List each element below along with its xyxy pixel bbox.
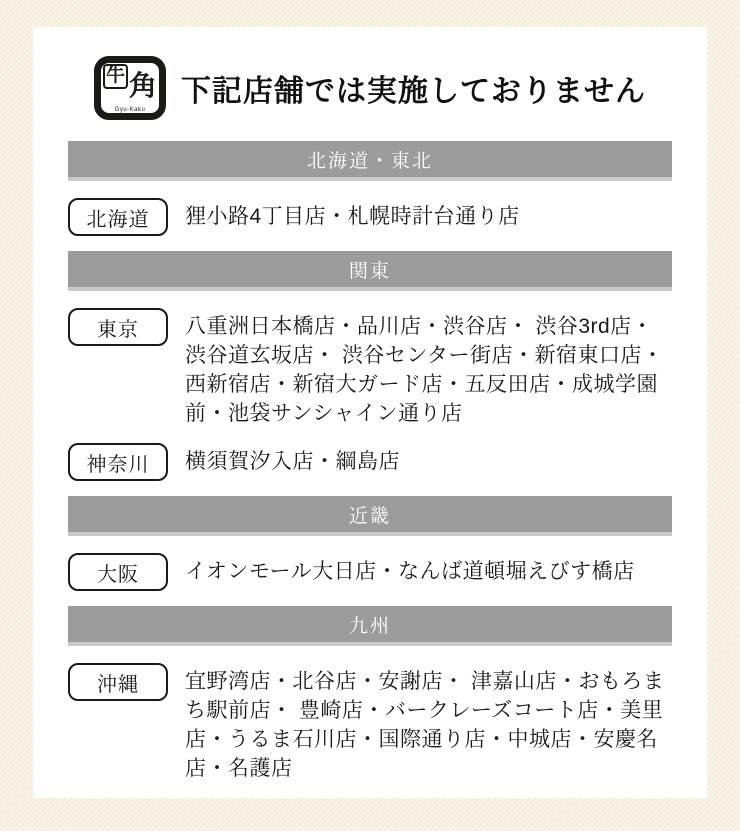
store-row-okinawa xyxy=(68,663,672,783)
store-list-hokkaido: 狸小路4丁目店・札幌時計台通り店 xyxy=(185,205,520,228)
notice-card xyxy=(33,27,707,798)
prefecture-badge-tokyo: 東京 xyxy=(68,308,168,346)
section-header-hokkaido-tohoku: 北海道・東北 xyxy=(68,141,672,181)
store-list-okinawa: 宜野湾店・北谷店・安謝店・ 津嘉山店・おもろまち駅前店・ 豊崎店・バークレーズコート店・美里店・うるま石川店・国際通り店・中城店・安慶名店・名護店 xyxy=(185,670,665,780)
logo-roman-text: Gyu-Kaku xyxy=(114,107,146,113)
prefecture-badge-okinawa: 沖縄 xyxy=(68,663,168,701)
section-header-kinki: 近畿 xyxy=(68,496,672,536)
store-row-osaka xyxy=(68,553,672,591)
store-list-osaka: イオンモール大日店・なんば道頓堀えびす橋店 xyxy=(185,560,635,583)
notice-header xyxy=(68,55,672,121)
store-row-kanagawa xyxy=(68,443,672,481)
logo-kanji-kaku: 角 xyxy=(128,70,157,101)
prefecture-badge-osaka: 大阪 xyxy=(68,553,168,591)
logo-kanji-gyu: 牛 xyxy=(103,64,128,89)
notice-title: 下記店舗では実施しておりません xyxy=(181,75,646,108)
section-header-kyushu: 九州 xyxy=(68,606,672,646)
gyukaku-logo-icon xyxy=(94,56,166,120)
store-row-hokkaido xyxy=(68,198,672,236)
store-list-tokyo: 八重洲日本橋店・品川店・渋谷店・ 渋谷3rd店・渋谷道玄坂店・ 渋谷センター街店・新宿東口店・ 西新宿店・新宿大ガード店・五反田店・成城学園前・池袋サンシャイン通り店 xyxy=(185,315,664,425)
prefecture-badge-kanagawa: 神奈川 xyxy=(68,443,168,481)
store-list-kanagawa: 横須賀汐入店・綱島店 xyxy=(185,450,400,473)
prefecture-badge-hokkaido: 北海道 xyxy=(68,198,168,236)
section-header-kanto: 関東 xyxy=(68,251,672,291)
store-row-tokyo xyxy=(68,308,672,428)
